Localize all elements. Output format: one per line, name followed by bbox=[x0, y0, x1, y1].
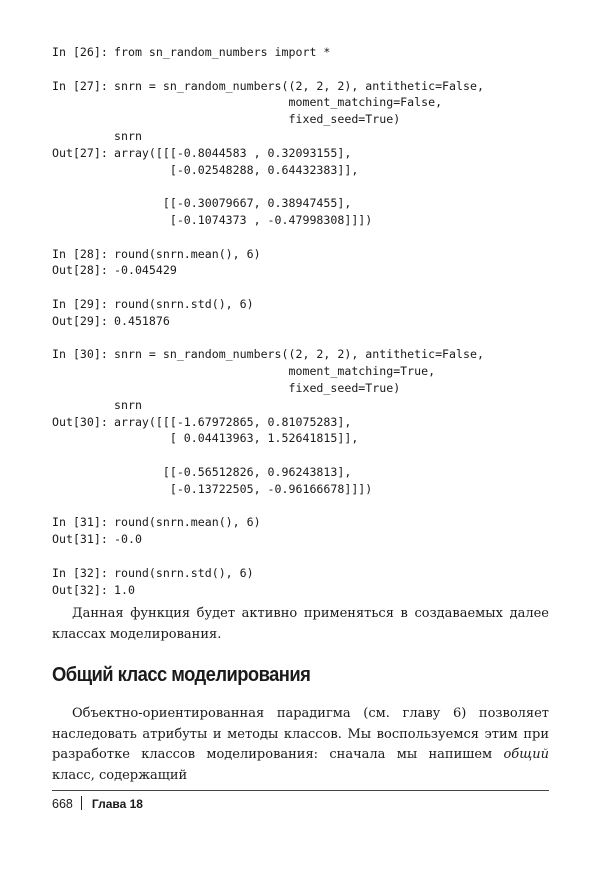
emphasis-general: общий bbox=[503, 747, 549, 762]
code-text: snrn = sn_random_numbers((2, 2, 2), antithetic=False, bbox=[114, 347, 484, 362]
code-text: 1.0 bbox=[114, 582, 135, 597]
code-line bbox=[52, 481, 572, 498]
code-line bbox=[52, 582, 572, 599]
code-line bbox=[52, 128, 572, 145]
code-text: fixed_seed=True) bbox=[114, 380, 401, 395]
page-number: 668 bbox=[52, 797, 73, 811]
section-heading: Общий класс моделирования bbox=[52, 664, 311, 686]
code-line bbox=[52, 346, 572, 363]
code-line bbox=[52, 565, 572, 582]
page-footer bbox=[52, 796, 143, 811]
code-line bbox=[52, 111, 572, 128]
cell-prompt: Out[30]: bbox=[52, 414, 108, 429]
cell-prompt: Out[31]: bbox=[52, 532, 108, 547]
code-text: -0.045429 bbox=[114, 263, 177, 278]
code-line bbox=[52, 380, 572, 397]
code-cell bbox=[52, 565, 572, 599]
code-line bbox=[52, 313, 572, 330]
code-line bbox=[52, 296, 572, 313]
code-line bbox=[52, 44, 572, 61]
code-text: round(snrn.std(), 6) bbox=[114, 296, 254, 311]
code-text: moment_matching=False, bbox=[114, 95, 443, 110]
code-text: [ 0.04413963, 1.52641815]], bbox=[114, 431, 359, 446]
code-cell bbox=[52, 78, 572, 229]
cell-prompt: In [27]: bbox=[52, 78, 108, 93]
code-text: round(snrn.std(), 6) bbox=[114, 565, 254, 580]
code-text: [[-0.56512826, 0.96243813], bbox=[114, 464, 352, 479]
code-line bbox=[52, 162, 572, 179]
paragraph-oop-tail: класс, содержащий bbox=[52, 767, 188, 783]
footer-rule bbox=[52, 790, 549, 791]
code-line bbox=[52, 514, 572, 531]
code-text: moment_matching=True, bbox=[114, 364, 436, 379]
paragraph-oop-intro bbox=[52, 704, 549, 786]
code-listing bbox=[52, 44, 572, 615]
code-cell bbox=[52, 296, 572, 330]
paragraph-oop-text: Объектно-ориентированная парадигма (см. главу 6) позволяет наследовать атрибуты и методы классов. Мы воспользуемся этим при разработке классов моделирования: сначала мы напишем bbox=[52, 706, 549, 762]
code-line bbox=[52, 262, 572, 279]
code-line bbox=[52, 246, 572, 263]
chapter-label: Глава 18 bbox=[91, 797, 143, 811]
cell-prompt: Out[27]: bbox=[52, 145, 108, 160]
cell-prompt: In [31]: bbox=[52, 515, 108, 530]
cell-prompt: In [32]: bbox=[52, 565, 108, 580]
code-line bbox=[52, 414, 572, 431]
code-text: [-0.1074373 , -0.47998308]]]) bbox=[114, 212, 373, 227]
code-text: [-0.02548288, 0.64432383]], bbox=[114, 162, 359, 177]
code-text: -0.0 bbox=[114, 532, 142, 547]
code-line bbox=[52, 145, 572, 162]
code-cell bbox=[52, 246, 572, 280]
code-line bbox=[52, 178, 572, 195]
code-text: array([[[-1.67972865, 0.81075283], bbox=[114, 414, 352, 429]
code-text: [[-0.30079667, 0.38947455], bbox=[114, 196, 352, 211]
cell-prompt: Out[29]: bbox=[52, 313, 108, 328]
code-line bbox=[52, 447, 572, 464]
cell-prompt: In [30]: bbox=[52, 347, 108, 362]
code-line bbox=[52, 212, 572, 229]
code-text: [-0.13722505, -0.96166678]]]) bbox=[114, 481, 373, 496]
code-text: from sn_random_numbers import * bbox=[114, 45, 331, 59]
code-cell bbox=[52, 514, 572, 548]
code-line bbox=[52, 464, 572, 481]
footer-separator bbox=[81, 796, 82, 810]
code-line bbox=[52, 363, 572, 380]
cell-prompt: Out[28]: bbox=[52, 263, 108, 278]
cell-prompt: In [26]: bbox=[52, 45, 108, 59]
code-text: fixed_seed=True) bbox=[114, 112, 401, 127]
code-line bbox=[52, 531, 572, 548]
paragraph-function-usage: Данная функция будет активно применяться в создаваемых далее классах моделирования. bbox=[52, 606, 549, 642]
code-text: array([[[-0.8044583 , 0.32093155], bbox=[114, 145, 352, 160]
code-line bbox=[52, 78, 572, 95]
code-text: snrn bbox=[114, 397, 142, 412]
code-text: round(snrn.mean(), 6) bbox=[114, 246, 261, 261]
code-line bbox=[52, 94, 572, 111]
code-text: snrn = sn_random_numbers((2, 2, 2), antithetic=False, bbox=[114, 78, 484, 93]
code-cell bbox=[52, 346, 572, 497]
cell-prompt: Out[32]: bbox=[52, 582, 108, 597]
cell-prompt: In [28]: bbox=[52, 246, 108, 261]
code-line bbox=[52, 195, 572, 212]
code-text: round(snrn.mean(), 6) bbox=[114, 515, 261, 530]
code-line bbox=[52, 397, 572, 414]
code-line bbox=[52, 430, 572, 447]
code-text: snrn bbox=[114, 128, 142, 143]
code-text: 0.451876 bbox=[114, 313, 170, 328]
code-cell bbox=[52, 44, 572, 61]
cell-prompt: In [29]: bbox=[52, 296, 108, 311]
